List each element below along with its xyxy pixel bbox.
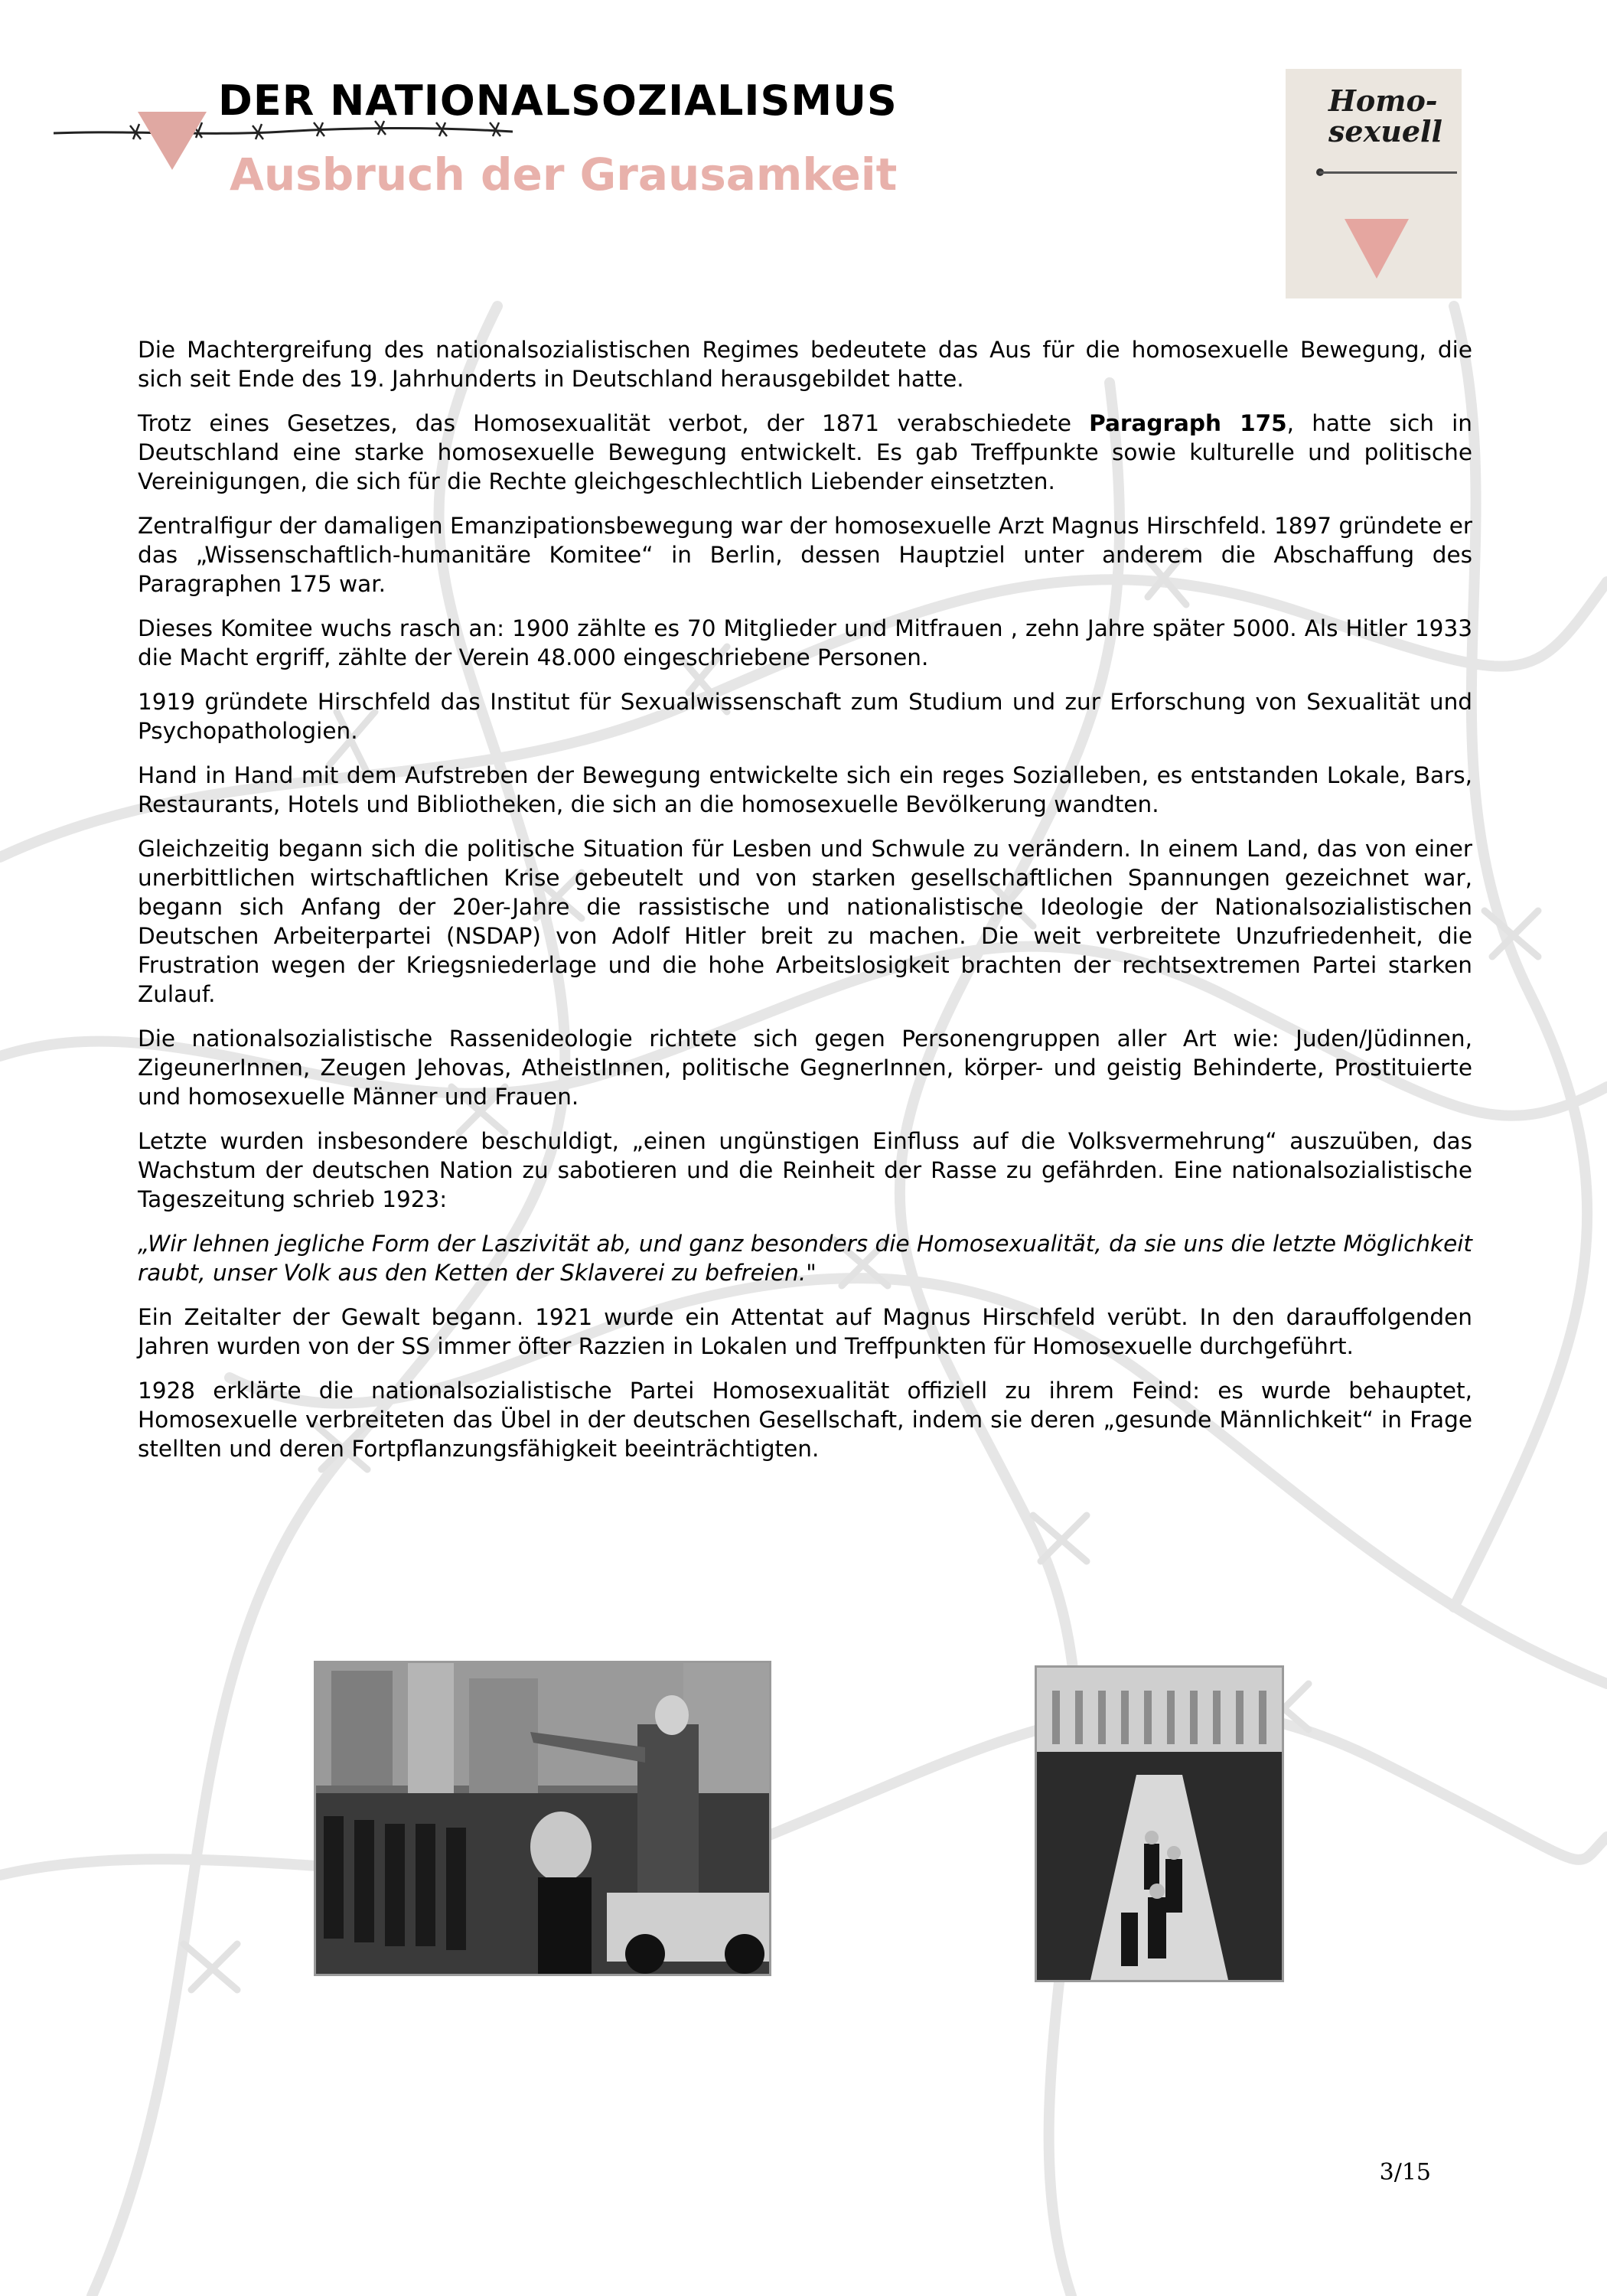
- article-body: [138, 335, 1472, 1479]
- page-number: 3/15: [1379, 2159, 1431, 2186]
- paragraph: Die Machtergreifung des nationalsozialistischen Regimes bedeutete das Aus für die homosexuelle Bewegung, die sich seit Ende des 19. Jahrhunderts in Deutschland herausgebildet hatte.: [138, 337, 1472, 392]
- paragraph: Zentralfigur der damaligen Emanzipationsbewegung war der homosexuelle Arzt Magnus Hirschfeld. 1897 gründete er das „Wissenschaftlich-humanitäre Komitee“ in Berlin, dessen Hauptziel unter anderem die Abschaffung des Paragraphen 175 war.: [138, 513, 1472, 597]
- paragraph: 1928 erklärte die nationalsozialistische Partei Homosexualität offiziell zu ihrem Feind: es wurde behauptet, Homosexuelle verbreiteten das Übel in der deutschen Gesellschaft, indem sie deren „gesunde Männlichkeit“ in Frage stellten und deren Fortpflanzungsfähigkeit beeinträchtigten.: [138, 1378, 1472, 1462]
- historical-photo-procession: [1035, 1665, 1284, 1982]
- badge-handwriting: Homo- sexuell: [1328, 83, 1442, 148]
- paragraph: Gleichzeitig begann sich die politische Situation für Lesben und Schwule zu verändern. In einem Land, das von einer unerbittlichen wirtschaftlichen Krise gebeutelt und von starken gesellschaftlichen Spannungen gezeichnet war, begann sich Anfang der 20er-Jahre die rassistische und nationalistische Ideologie der Nationalsozialistischen Deutschen Arbeiterpartei (NSDAP) von Adolf Hitler breit zu machen. Die weit verbreitete Unzufriedenheit, die Frustration wegen der Kriegsniederlage und die hohe Arbeitslosigkeit brachten der rechtsextremen Partei starken Zulauf.: [138, 836, 1472, 1007]
- historical-photo-rally: [314, 1661, 771, 1976]
- paragraph-175-bold: Paragraph 175: [1089, 410, 1287, 436]
- paragraph-text: Trotz eines Gesetzes, das Homosexualität verbot, der 1871 verabschiedete: [138, 410, 1090, 436]
- page-title: DER NATIONALSOZIALISMUS: [218, 77, 898, 125]
- paragraph: Ein Zeitalter der Gewalt begann. 1921 wurde ein Attentat auf Magnus Hirschfeld verübt. In den darauffolgenden Jahren wurden von der SS immer öfter Razzien in Lokalen und Treffpunkten für Homosexuelle durchgeführt.: [138, 1304, 1472, 1359]
- paragraph: 1919 gründete Hirschfeld das Institut für Sexualwissenschaft zum Studium und zur Erforschung von Sexualität und Psychopathologien.: [138, 689, 1472, 744]
- paragraph-text: , hatte sich in Deutschland eine starke homosexuelle Bewegung entwickelt. Es gab Treffpunkte sowie kulturelle und politische Vereinigungen, die sich für die Rechte gleichgeschlechtlich Liebender einsetzten.: [138, 410, 1472, 494]
- homosexuell-badge-image: [1286, 69, 1462, 298]
- badge-line: [1319, 171, 1457, 174]
- pink-triangle-icon: [138, 112, 207, 170]
- quotation: „Wir lehnen jegliche Form der Laszivität ab, und ganz besonders die Homosexualität, da sie uns die letzte Möglichkeit raubt, unser Volk aus den Ketten der Sklaverei zu befreien.": [138, 1231, 1472, 1286]
- paragraph: Dieses Komitee wuchs rasch an: 1900 zählte es 70 Mitglieder und Mitfrauen , zehn Jahre später 5000. Als Hitler 1933 die Macht ergriff, zählte der Verein 48.000 eingeschriebene Personen.: [138, 615, 1472, 670]
- paragraph: Die nationalsozialistische Rassenideologie richtete sich gegen Personengruppen aller Art wie: Juden/Jüdinnen, ZigeunerInnen, Zeugen Jehovas, AtheistInnen, politische GegnerInnen, körper- und geistig Behinderte, Prostituierte und homosexuelle Männer und Frauen.: [138, 1026, 1472, 1110]
- paragraph: Letzte wurden insbesondere beschuldigt, „einen ungünstigen Einfluss auf die Volksvermehrung“ auszuüben, das Wachstum der deutschen Nation zu sabotieren und die Reinheit der Rasse zu gefährden. Eine nationalsozialistische Tageszeitung schrieb 1923:: [138, 1128, 1472, 1212]
- paragraph: [138, 409, 1472, 496]
- badge-pink-triangle-icon: [1345, 219, 1409, 279]
- paragraph: Hand in Hand mit dem Aufstreben der Bewegung entwickelte sich ein reges Sozialleben, es entstanden Lokale, Bars, Restaurants, Hotels und Bibliotheken, die sich an die homosexuelle Bevölkerung wandten.: [138, 762, 1472, 817]
- page-subtitle: Ausbruch der Grausamkeit: [230, 148, 898, 201]
- page-header: [0, 0, 1607, 321]
